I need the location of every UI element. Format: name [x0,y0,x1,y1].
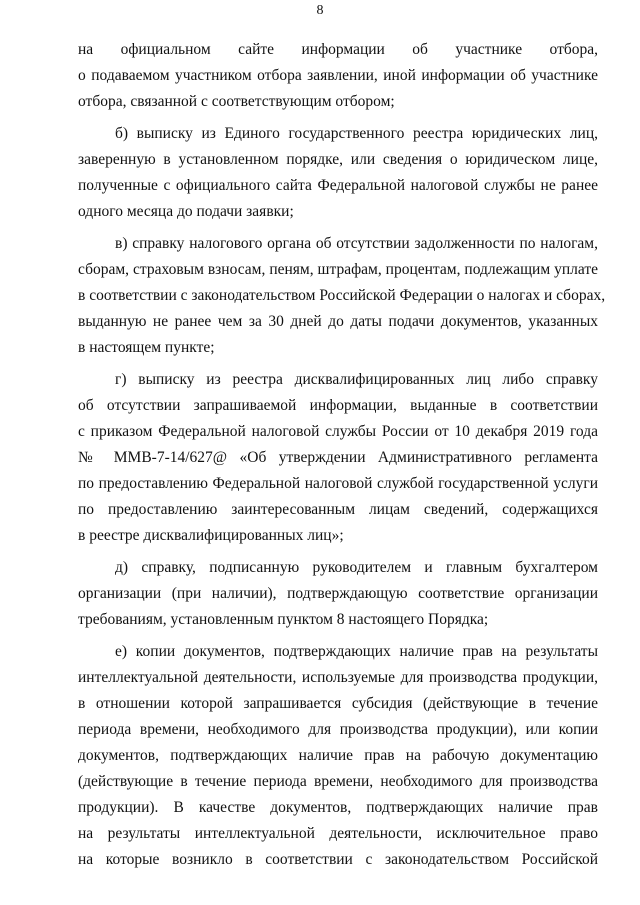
text-line: продукции). В качестве документов, подтверждающих наличие прав [78,799,598,816]
text-line: на официальном сайте информации об участнике отбора, [78,41,598,58]
text-line: с приказом Федеральной налоговой службы России от 10 декабря 2019 года [78,423,598,440]
text-line: документов, подтверждающих наличие прав на рабочую документацию [78,747,598,764]
text-line: о подаваемом участником отбора заявлении, иной информации об участнике [78,67,598,84]
text-line: № ММВ-7-14/627@ «Об утверждении Административного регламента [78,449,598,466]
text-line: периода времени, необходимого для производства продукции), или копии [78,721,598,738]
text-line: по предоставлению Федеральной налоговой службой государственной услуги [78,475,598,492]
text-line: организации (при наличии), подтверждающую соответствие организации [78,585,598,602]
text-line: полученные с официального сайта Федеральной налоговой службы не ранее [78,177,598,194]
text-line: д) справку, подписанную руководителем и главным бухгалтером [115,559,598,576]
page-number: 8 [316,3,324,18]
text-line: в реестре дисквалифицированных лиц»; [78,527,344,544]
text-line: по предоставлению заинтересованным лицам сведений, содержащихся [78,501,598,518]
text-line: требованиям, установленным пунктом 8 настоящего Порядка; [78,611,489,628]
text-line: отбора, связанной с соответствующим отбором; [78,93,395,110]
text-line: в) справку налогового органа об отсутствии задолженности по налогам, [115,235,598,252]
text-line: в отношении которой запрашивается субсидия (действующие в течение [78,695,598,712]
text-line: в соответствии с законодательством Российской Федерации о налогах и сборах, [78,287,606,304]
text-line: е) копии документов, подтверждающих наличие прав на результаты [115,643,598,660]
text-line: интеллектуальной деятельности, используемые для производства продукции, [78,669,598,686]
text-line: заверенную в установленном порядке, или сведения о юридическом лице, [78,151,598,168]
text-line: сборам, страховым взносам, пеням, штрафам, процентам, подлежащим уплате [78,261,598,278]
text-line: об отсутствии запрашиваемой информации, выданные в соответствии [78,397,598,414]
text-line: выданную не ранее чем за 30 дней до даты подачи документов, указанных [78,313,598,330]
document-body [78,37,606,873]
text-line: одного месяца до подачи заявки; [78,203,294,220]
text-line: (действующие в течение периода времени, необходимого для производства [78,773,598,790]
text-line: на результаты интеллектуальной деятельности, исключительное право [78,825,598,842]
text-line: в настоящем пункте; [78,339,215,356]
text-line: г) выписку из реестра дисквалифицированных лиц либо справку [115,371,598,388]
text-line: на которые возникло в соответствии с законодательством Российской [78,851,598,868]
text-line: б) выписку из Единого государственного реестра юридических лиц, [115,125,598,142]
